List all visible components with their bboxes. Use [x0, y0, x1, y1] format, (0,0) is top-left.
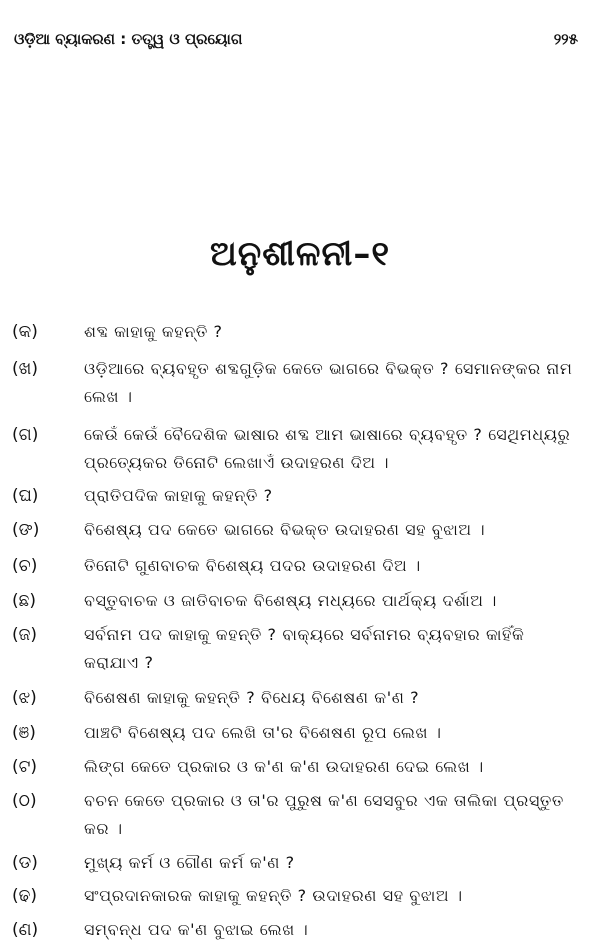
book-title: ଓଡ଼ିଆ ବ୍ୟାକରଣ : ତତ୍ତ୍ୱ ଓ ପ୍ରୟୋଗ — [14, 30, 243, 48]
question-marker: (କ) — [12, 322, 38, 342]
question-text: ଲିଙ୍ଗ କେତେ ପ୍ରକାର ଓ କ'ଣ କ'ଣ ଉଦାହରଣ ଦେଇ ଲେଖ । — [84, 757, 484, 776]
question-marker: (ଝ) — [12, 688, 37, 708]
question-text: ବସ୍ତୁବାଚକ ଓ ଜାତିବାଚକ ବିଶେଷ୍ୟ ମଧ୍ୟରେ ପାର୍ଥକ୍ୟ ଦର୍ଶାଅ । — [84, 591, 497, 610]
question-marker: (ଢ) — [12, 886, 38, 906]
question-marker: (ଖ) — [12, 359, 38, 379]
question-text: ପାଞ୍ଚଟି ବିଶେଷ୍ୟ ପଦ ଲେଖି ତା'ର ବିଶେଷଣ ରୂପ ଲେଖ । — [84, 723, 442, 742]
question-marker: (ଘ) — [12, 486, 39, 506]
question-text: ଓଡ଼ିଆରେ ବ୍ୟବହୃତ ଶବ୍ଦଗୁଡ଼ିକ କେତେ ଭାଗରେ ବିଭକ୍ତ ? ସେମାନଙ୍କର ନାମ ଲେଖ । — [84, 359, 573, 406]
question-marker: (ଛ) — [12, 591, 37, 611]
question-text: ସମ୍ବନ୍ଧ ପଦ କ'ଣ ବୁଝାଇ ଲେଖ । — [84, 920, 309, 939]
question-marker: (ଙ) — [12, 520, 40, 540]
question-text: ବିଶେଷ୍ୟ ପଦ କେତେ ଭାଗରେ ବିଭକ୍ତ ଉଦାହରଣ ସହ ବୁଝାଅ । — [84, 520, 486, 539]
question-text: ଶବ୍ଦ କାହାକୁ କହନ୍ତି ? — [84, 322, 223, 341]
question-marker: (ଜ) — [12, 625, 38, 645]
question-marker: (ଠ) — [12, 791, 37, 811]
question-marker: (ଚ) — [12, 556, 38, 576]
question-text: ସର୍ବନାମ ପଦ କାହାକୁ କହନ୍ତି ? ବାକ୍ୟରେ ସର୍ବନାମର ବ୍ୟବହାର କାହିଁକି କରାଯାଏ ? — [84, 625, 525, 672]
question-marker: (ଞ) — [12, 723, 36, 743]
question-marker: (ଗ) — [12, 425, 39, 445]
question-text: ସଂପ୍ରଦାନକାରକ କାହାକୁ କହନ୍ତି ? ଉଦାହରଣ ସହ ବୁଝାଅ । — [84, 886, 463, 905]
question-text: ତିନୋଟି ଗୁଣବାଚକ ବିଶେଷ୍ୟ ପଦର ଉଦାହରଣ ଦିଅ । — [84, 556, 421, 575]
question-text: ବିଶେଷଣ କାହାକୁ କହନ୍ତି ? ବିଧେୟ ବିଶେଷଣ କ'ଣ ? — [84, 688, 420, 707]
question-text: କେଉଁ କେଉଁ ବୈଦେଶିକ ଭାଷାର ଶବ୍ଦ ଆମ ଭାଷାରେ ବ୍ୟବହୃତ ? ସେଥିମଧ୍ୟରୁ ପ୍ରତ୍ୟେକର ତିନୋଟି ଲେଖାଏଁ ଉଦାହରଣ ଦିଅ । — [84, 425, 571, 472]
question-text: ମୁଖ୍ୟ କର୍ମ ଓ ଗୌଣ କର୍ମ କ'ଣ ? — [84, 853, 295, 872]
question-text: ପ୍ରାତିପଦିକ କାହାକୁ କହନ୍ତି ? — [84, 486, 273, 505]
question-text: ବଚନ କେତେ ପ୍ରକାର ଓ ତା'ର ପୁରୁଷ କ'ଣ ସେସବୁର ଏକ ତାଲିକା ପ୍ରସ୍ତୁତ କର । — [84, 791, 564, 838]
question-marker: (ଟ) — [12, 757, 38, 777]
question-marker: (ଡ) — [12, 853, 38, 873]
question-marker: (ଣ) — [12, 920, 39, 940]
exercise-title: ଅନୁଶୀଳନୀ–୧ — [209, 234, 391, 274]
running-header — [14, 30, 578, 48]
page-number: ୨୨୫ — [553, 30, 578, 48]
